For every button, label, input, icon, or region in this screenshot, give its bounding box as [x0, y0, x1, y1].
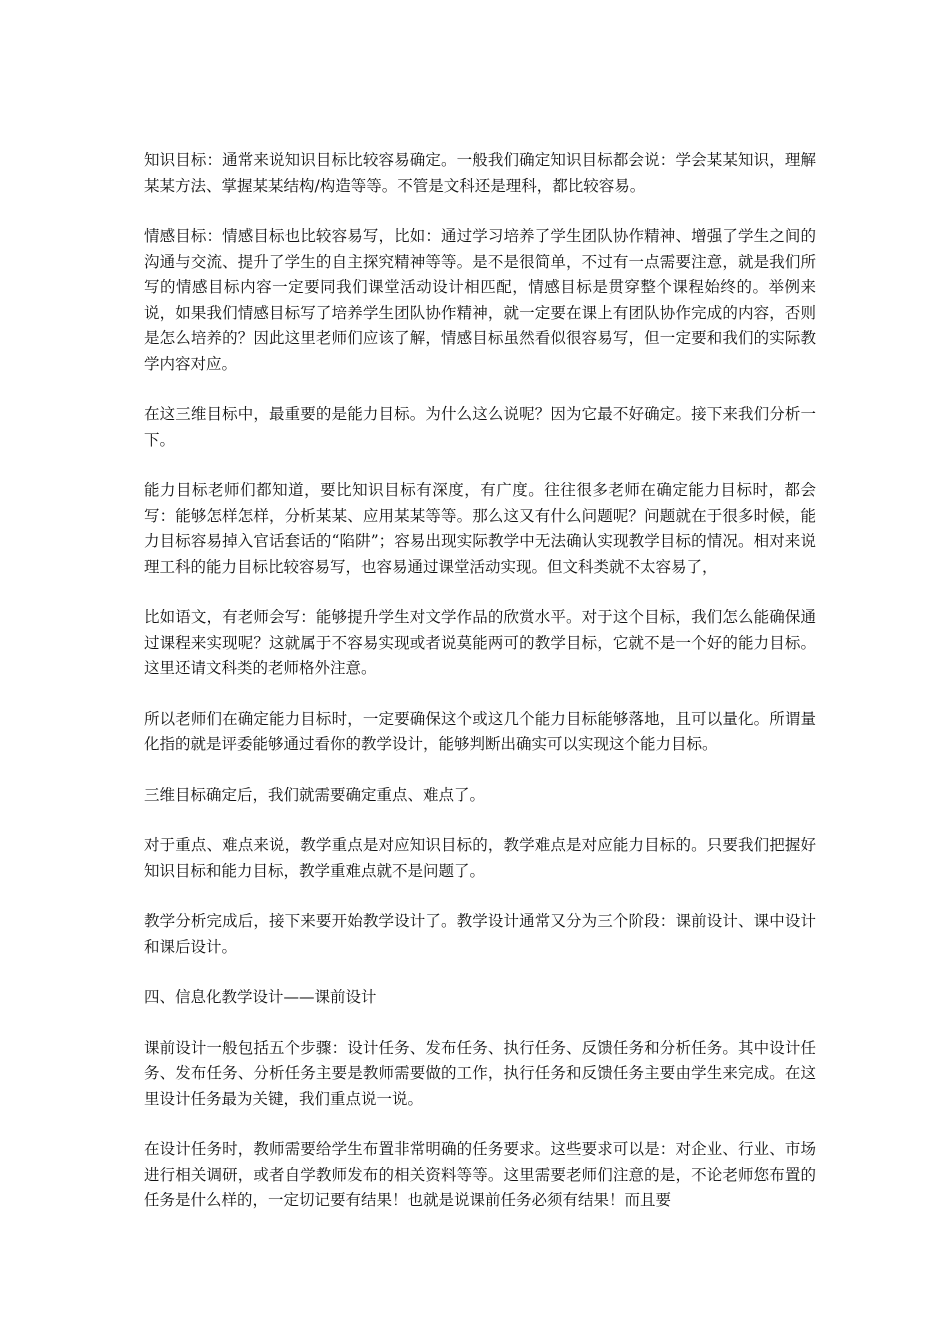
paragraph-five-steps: 课前设计一般包括五个步骤：设计任务、发布任务、执行任务、反馈任务和分析任务。其中设计任务、发布任务、分析任务主要是教师需要做的工作，执行任务和反馈任务主要由学生来完成。在这里设计任务最为关键，我们重点说一说。 — [144, 1038, 816, 1108]
section-heading-pre-class-design: 四、信息化教学设计——课前设计 — [144, 988, 377, 1006]
paragraph-design-stages: 教学分析完成后，接下来要开始教学设计了。教学设计通常又分为三个阶段：课前设计、课中设计和课后设计。 — [144, 912, 816, 956]
paragraph-chinese-example: 比如语文，有老师会写：能够提升学生对文学作品的欣赏水平。对于这个目标，我们怎么能确保通过课程来实现呢？这就属于不容易实现或者说莫能两可的教学目标，它就不是一个好的能力目标。这里还请文科类的老师格外注意。 — [144, 608, 816, 677]
paragraph-key-points: 三维目标确定后，我们就需要确定重点、难点了。 — [144, 785, 486, 804]
paragraph-task-design: 在设计任务时，教师需要给学生布置非常明确的任务要求。这些要求可以是：对企业、行业、市场进行相关调研，或者自学教师发布的相关资料等等。这里需要老师们注意的是，不论老师您布置的任务是什么样的，一定切记要有结果！也就是说课前任务必须有结果！而且要 — [144, 1140, 816, 1209]
paragraph-three-goals: 在这三维目标中，最重要的是能力目标。为什么这么说呢？因为它最不好确定。接下来我们分析一下。 — [144, 405, 816, 449]
paragraph-emotion-goal: 情感目标：情感目标也比较容易写，比如：通过学习培养了学生团队协作精神、增强了学生之间的沟通与交流、提升了学生的自主探究精神等等。是不是很简单，不过有一点需要注意，就是我们所写的情感目标内容一定要同我们课堂活动设计相匹配，情感目标是贯穿整个课程始终的。举例来说，如果我们情感目标写了培养学生团队协作精神，就一定要在课上有团队协作完成的内容，否则是怎么培养的？因此这里老师们应该了解，情感目标虽然看似很容易写，但一定要和我们的实际教学内容对应。 — [144, 227, 816, 373]
document-body — [144, 148, 816, 1214]
paragraph-ability-goal: 能力目标老师们都知道，要比知识目标有深度，有广度。往往很多老师在确定能力目标时，都会写：能够怎样怎样，分析某某、应用某某等等。那么这又有什么问题呢？问题就在于很多时候，能力目标容易掉入官话套话的“陷阱”；容易出现实际教学中无法确认实现教学目标的情况。相对来说理工科的能力目标比较容易写，也容易通过课堂活动实现。但文科类就不太容易了， — [144, 481, 816, 576]
paragraph-knowledge-goal: 知识目标：通常来说知识目标比较容易确定。一般我们确定知识目标都会说：学会某某知识，理解某某方法、掌握某某结构/构造等等。不管是文科还是理科，都比较容易。 — [144, 151, 816, 195]
paragraph-quantify: 所以老师们在确定能力目标时，一定要确保这个或这几个能力目标能够落地，且可以量化。所谓量化指的就是评委能够通过看你的教学设计，能够判断出确实可以实现这个能力目标。 — [144, 709, 816, 753]
paragraph-key-difficult: 对于重点、难点来说，教学重点是对应知识目标的，教学难点是对应能力目标的。只要我们把握好知识目标和能力目标，教学重难点就不是问题了。 — [144, 836, 816, 880]
